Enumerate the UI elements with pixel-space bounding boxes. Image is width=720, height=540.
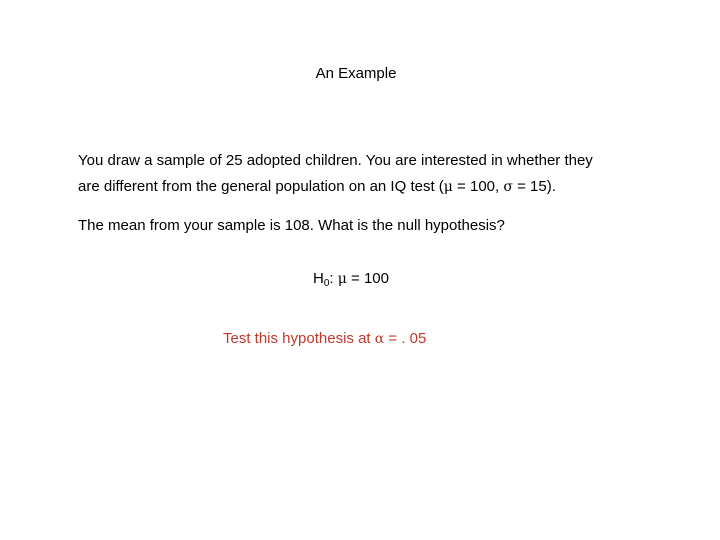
hypothesis-subscript: 0 (323, 278, 330, 289)
sigma-symbol: σ (503, 179, 513, 195)
mu-value: = 100, (452, 178, 504, 195)
problem-line-2 (78, 174, 678, 200)
problem-line-1: You draw a sample of 25 adopted children. You are interested in whether they (78, 152, 593, 169)
hypothesis-value: = 100 (346, 270, 389, 287)
test-text: Test this hypothesis at (223, 330, 375, 347)
test-instruction (223, 326, 426, 352)
mu-symbol: μ (443, 179, 453, 195)
sigma-value: = 15). (512, 178, 556, 195)
null-hypothesis (313, 266, 389, 292)
sample-mean-question: The mean from your sample is 108. What is the null hypothesis? (78, 217, 505, 234)
problem-statement (78, 148, 678, 200)
hypothesis-h: H (313, 270, 324, 287)
slide-title: An Example (315, 65, 397, 82)
alpha-symbol: α (374, 331, 385, 347)
problem-line-2-start: are different from the general population on an IQ test ( (78, 178, 444, 195)
alpha-value: = . 05 (384, 330, 427, 347)
hypothesis-mu-symbol: μ (337, 271, 347, 287)
hypothesis-colon: : (329, 270, 338, 287)
